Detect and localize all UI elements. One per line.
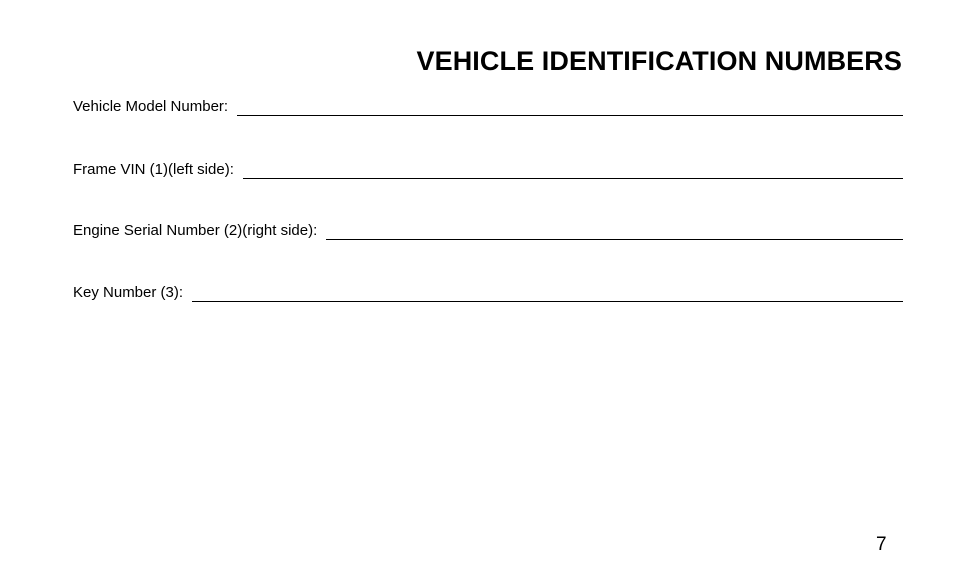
field-vehicle-model-number	[73, 98, 903, 116]
field-engine-serial-number	[73, 222, 903, 240]
fill-in-line[interactable]	[243, 178, 903, 179]
page-title: VEHICLE IDENTIFICATION NUMBERS	[416, 46, 902, 76]
page-number: 7	[876, 534, 887, 555]
fill-in-line[interactable]	[192, 301, 903, 302]
field-frame-vin	[73, 161, 903, 179]
field-label: Vehicle Model Number:	[73, 98, 229, 115]
field-key-number	[73, 284, 903, 302]
fill-in-line[interactable]	[326, 239, 903, 240]
field-label: Engine Serial Number (2)(right side):	[73, 222, 318, 239]
field-label: Frame VIN (1)(left side):	[73, 161, 234, 178]
fill-in-line[interactable]	[237, 115, 903, 116]
field-label: Key Number (3):	[73, 284, 184, 301]
